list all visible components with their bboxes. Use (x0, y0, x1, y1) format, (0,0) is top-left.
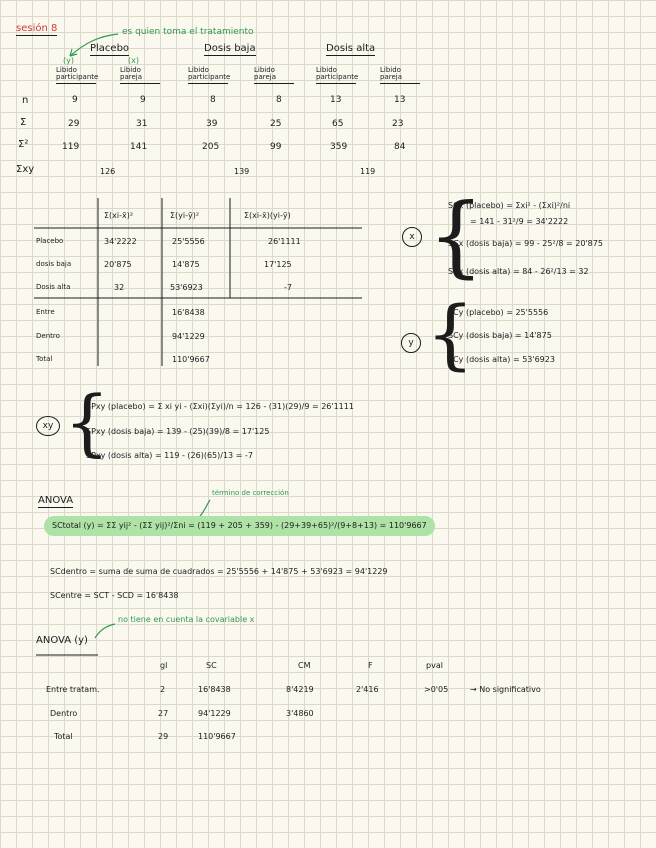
cell: 205 (202, 142, 220, 152)
row-label: Σxy (16, 164, 35, 175)
cell: 65 (332, 119, 344, 129)
x-mark: (x) (128, 56, 139, 65)
sc-total-formula: SCtotal (y) = ΣΣ yij² - (ΣΣ yij)²/Σni = (119 + 205 + 359) - (29+39+65)²/(9+8+13) = 110'9667 (44, 516, 435, 536)
t2-cell: 17'125 (264, 260, 292, 269)
t2-cell: 26'1111 (268, 237, 301, 246)
group-placebo: Placebo (90, 43, 130, 54)
xy-line: SPxy (placebo) = Σ xi yi - (Σxi)(Σyi)/n = 126 - (31)(29)/9 = 26'1111 (86, 402, 354, 411)
col-head: Libido pareja (120, 67, 160, 84)
t2-row-label: Total (36, 355, 53, 363)
t2-cell: 14'875 (172, 260, 200, 269)
cell: 29 (68, 119, 80, 129)
y-line: SCy (dosis alta) = 53'6923 (448, 355, 555, 364)
col-head: Libido pareja (380, 67, 420, 84)
t2-cell: 32 (114, 283, 125, 292)
x-line: SCx (dosis alta) = 84 - 26²/13 = 32 (448, 267, 589, 276)
anova-header: F (368, 661, 373, 670)
y-line: SCy (placebo) = 25'5556 (448, 308, 549, 317)
cell: 23 (392, 119, 404, 129)
anova-note: término de corrección (212, 489, 289, 497)
anova-y-title: ANOVA (y) (36, 635, 88, 646)
cell: 13 (394, 95, 406, 105)
anova-cell: 110'9667 (198, 732, 236, 741)
group-dosis-alta: Dosis alta (326, 43, 376, 54)
xy-line: SPxy (dosis alta) = 119 - (26)(65)/13 = -7 (86, 451, 253, 460)
sc-dentro: SCdentro = suma de suma de cuadrados = 25'5556 + 14'875 + 53'6923 = 94'1229 (50, 567, 388, 576)
row-label: Σ² (18, 139, 29, 150)
cell: 141 (130, 142, 148, 152)
cell: 84 (394, 142, 406, 152)
anova-header: SC (206, 661, 217, 670)
col-head: Libido participante (316, 67, 356, 84)
cell: 119 (360, 167, 376, 176)
y-line: SCy (dosis baja) = 14'875 (448, 331, 552, 340)
group-dosis-baja: Dosis baja (204, 43, 256, 54)
cell: 9 (140, 95, 146, 105)
anova-cell: >0'05 (424, 685, 449, 694)
t2-cell: 53'6923 (170, 283, 203, 292)
xy-brace: { (64, 380, 110, 464)
t2-cell: 16'8438 (172, 308, 205, 317)
y-marker: y (401, 333, 421, 353)
cell: 359 (330, 142, 348, 152)
anova-cell: 3'4860 (286, 709, 314, 718)
t2-cell: 110'9667 (172, 355, 210, 364)
col-head: Libido participante (56, 67, 96, 84)
cell: 39 (206, 119, 218, 129)
row-label: Σ (20, 117, 27, 128)
cell: 119 (62, 142, 80, 152)
anova-y-note: no tiene en cuenta la covariable x (118, 615, 255, 624)
anova-cell: 2'416 (356, 685, 379, 694)
cell: 9 (72, 95, 78, 105)
t2-cell: 34'2222 (104, 237, 137, 246)
t2-header: Σ(xi-x̄)(yi-ȳ) (244, 211, 291, 220)
t2-row-label: Dosis alta (36, 283, 71, 291)
cell: 99 (270, 142, 282, 152)
t2-row-label: dosis baja (36, 260, 72, 268)
x-line: SCx (dosis baja) = 99 - 25²/8 = 20'875 (448, 239, 603, 248)
cell: 25 (270, 119, 282, 129)
cell: 31 (136, 119, 148, 129)
t2-row-label: Placebo (36, 237, 64, 245)
x-line: = 141 - 31²/9 = 34'2222 (470, 217, 569, 226)
anova-row-label: Dentro (50, 709, 78, 718)
t2-header: Σ(xi-x̄)² (104, 211, 134, 220)
cell: 139 (234, 167, 250, 176)
anova-row-label: Entre tratam. (46, 685, 100, 694)
col-head: Libido pareja (254, 67, 294, 84)
anova-cell: 29 (158, 732, 169, 741)
anova-cell: 27 (158, 709, 169, 718)
x-marker: x (402, 227, 422, 247)
x-line: SCx (placebo) = Σxi² - (Σxi)²/ni (448, 201, 571, 210)
xy-line: SPxy (dosis baja) = 139 - (25)(39)/8 = 17'125 (86, 427, 270, 436)
top-annotation: es quien toma el tratamiento (122, 27, 254, 37)
anova-header: CM (298, 661, 311, 670)
cell: 126 (100, 167, 116, 176)
cell: 8 (210, 95, 216, 105)
t2-header: Σ(yi-ȳ)² (170, 211, 200, 220)
anova-header: pval (426, 661, 443, 670)
anova-cell: 16'8438 (198, 685, 231, 694)
t2-cell: 20'875 (104, 260, 132, 269)
anova-cell: 8'4219 (286, 685, 314, 694)
page-title: sesión 8 (16, 23, 58, 34)
anova-cell: 94'1229 (198, 709, 231, 718)
cell: 13 (330, 95, 342, 105)
t2-cell: -7 (284, 283, 292, 292)
xy-marker: xy (36, 416, 60, 436)
t2-cell: 25'5556 (172, 237, 205, 246)
cell: 8 (276, 95, 282, 105)
sc-entre: SCentre = SCT - SCD = 16'8438 (50, 591, 179, 600)
t2-row-label: Dentro (36, 332, 60, 340)
t2-row-label: Entre (36, 308, 55, 316)
t2-cell: 94'1229 (172, 332, 205, 341)
anova-cell: 2 (160, 685, 166, 694)
anova-conclusion: → No significativo (470, 685, 541, 694)
y-mark: (y) (63, 56, 74, 65)
y-brace: { (426, 289, 475, 378)
row-label: n (22, 95, 29, 106)
anova-row-label: Total (54, 732, 73, 741)
col-head: Libido participante (188, 67, 228, 84)
anova-header: gl (160, 661, 168, 670)
x-brace: { (428, 184, 484, 287)
anova-title: ANOVA (38, 495, 74, 506)
